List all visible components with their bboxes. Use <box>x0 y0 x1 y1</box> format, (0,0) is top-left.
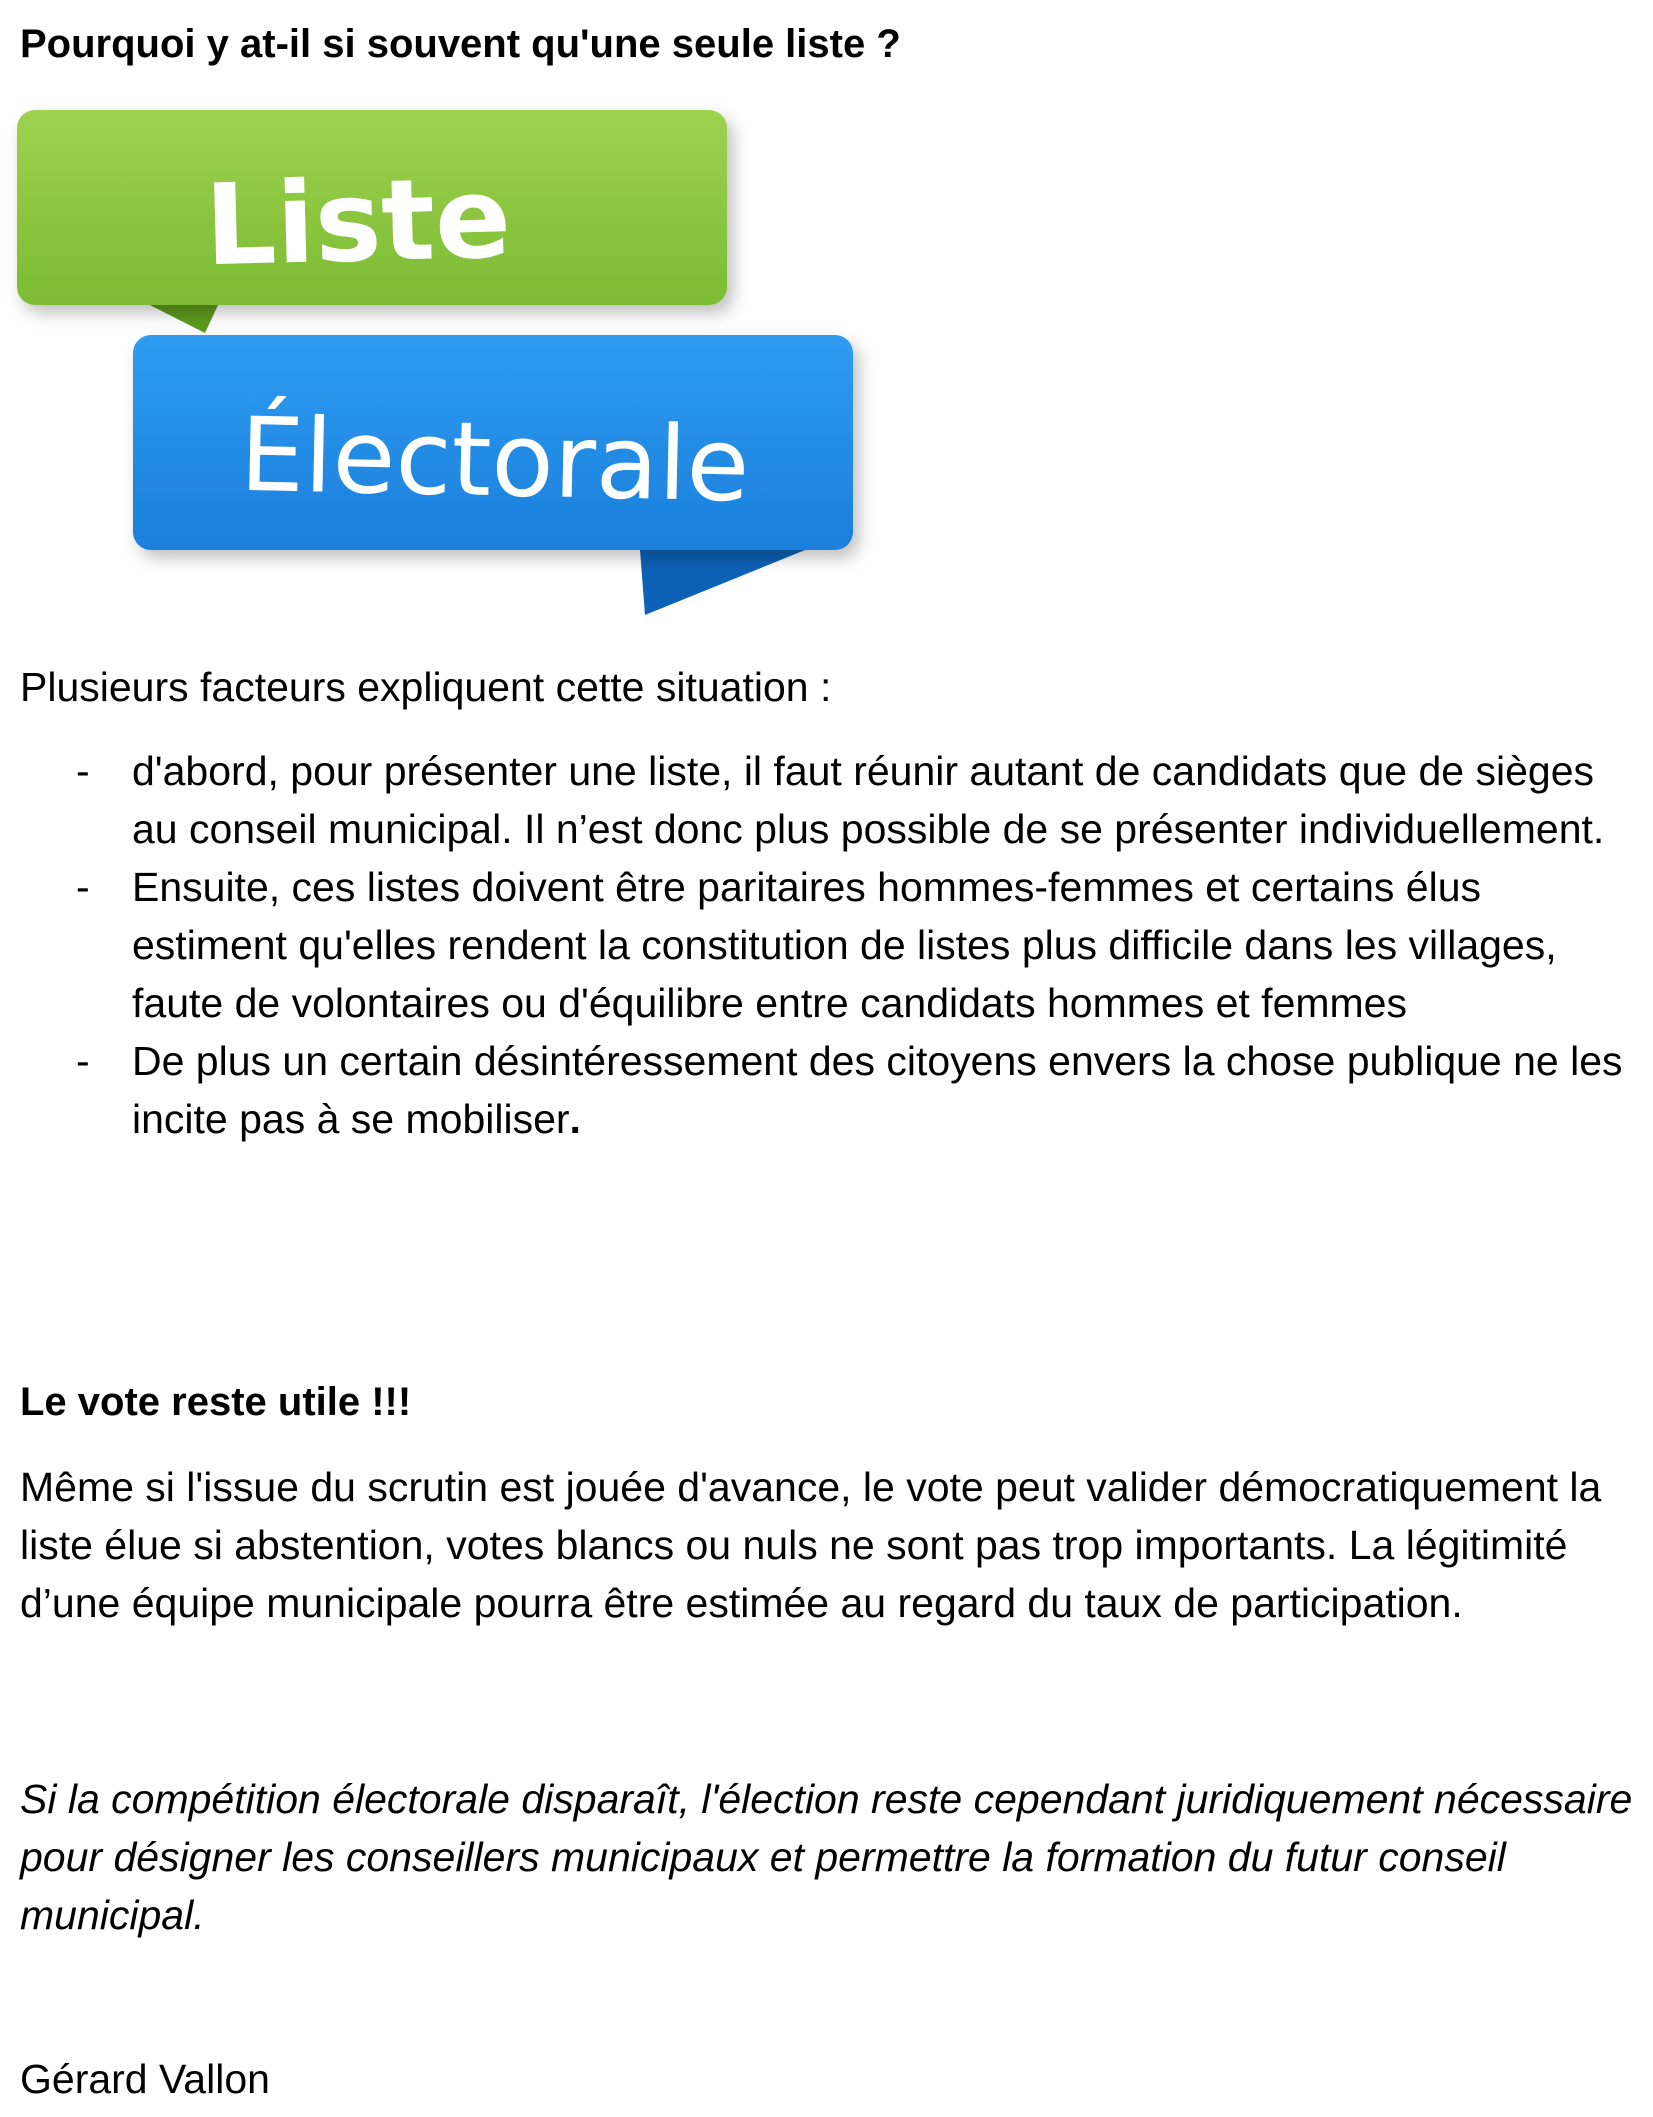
list-item-text: d'abord, pour présenter une liste, il faut réunir autant de candidats que de sièges au conseil municipal. Il n’est donc plus possible de se présenter individuellement. <box>132 748 1605 852</box>
banner-line1: Liste <box>203 153 513 292</box>
signature: Gérard Vallon <box>20 2056 270 2102</box>
list-item <box>70 858 1640 1032</box>
list-dash: - <box>76 1038 90 1084</box>
list-dash: - <box>76 748 90 794</box>
page-title: Pourquoi y at-il si souvent qu'une seule liste ? <box>20 22 901 66</box>
list-item-text: De plus un certain désintéressement des citoyens envers la chose publique ne les incite pas à se mobiliser <box>132 1038 1623 1142</box>
vote-heading: Le vote reste utile !!! <box>20 1380 412 1424</box>
list-item <box>70 742 1640 858</box>
vote-body: Même si l'issue du scrutin est jouée d'avance, le vote peut valider démocratiquement la liste élue si abstention, votes blancs ou nuls ne sont pas trop importants. La légitimité d’une équipe municipale pourra être estimée au regard du taux de participation. <box>20 1464 1602 1626</box>
liste-electorale-banner <box>0 95 900 635</box>
list-dash: - <box>76 864 90 910</box>
intro-text: Plusieurs facteurs expliquent cette situation : <box>20 664 832 710</box>
banner-line2: Électorale <box>238 395 751 526</box>
list-item-end: . <box>569 1096 581 1142</box>
factors-list <box>70 742 1640 1148</box>
list-item <box>70 1032 1640 1148</box>
list-item-text: Ensuite, ces listes doivent être paritaires hommes-femmes et certains élus estiment qu'elles rendent la constitution de listes plus difficile dans les villages, faute de volontaires ou d'équilibre entre candidats hommes et femmes <box>132 864 1557 1026</box>
italic-note: Si la compétition électorale disparaît, l'élection reste cependant juridiquement nécessaire pour désigner les conseillers municipaux et permettre la formation du futur conseil municipal. <box>20 1776 1633 1938</box>
blue-bubble-tail <box>640 550 805 615</box>
